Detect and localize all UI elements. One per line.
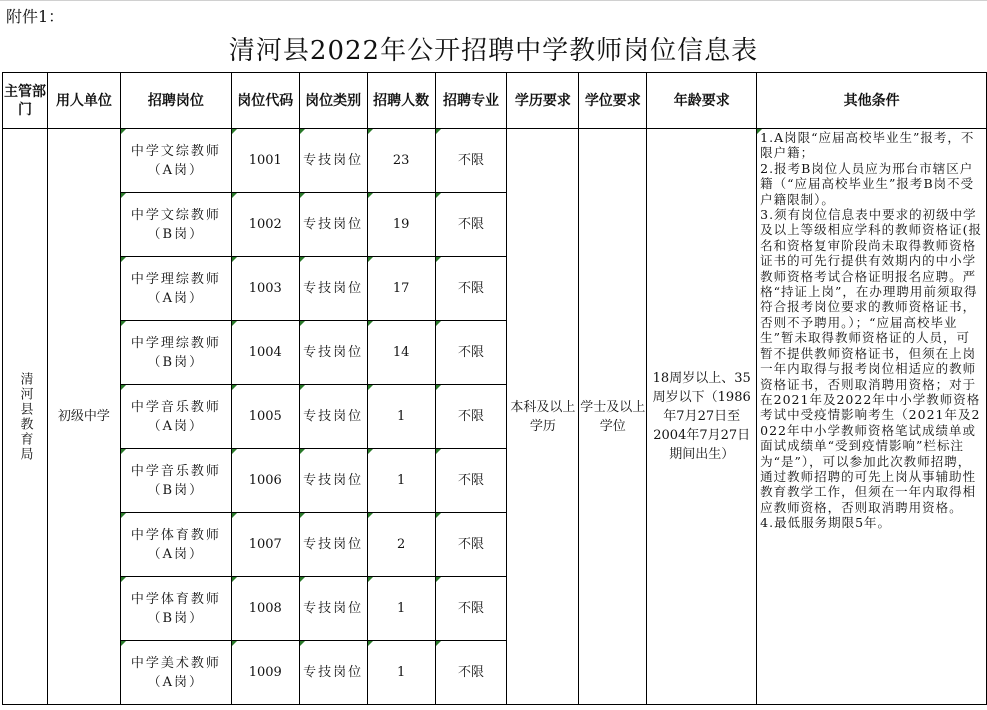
degree-cell[interactable]: 学士及以上学位: [579, 129, 647, 705]
dept-cell[interactable]: [3, 129, 48, 705]
category-cell[interactable]: 专技岗位: [299, 193, 367, 257]
header-major[interactable]: 招聘专业: [435, 73, 507, 129]
code-cell[interactable]: 1002: [231, 193, 299, 257]
position-grade: （A岗）: [147, 290, 205, 306]
count-cell[interactable]: 1: [367, 449, 435, 513]
position-cell[interactable]: [120, 257, 231, 321]
count-cell[interactable]: 1: [367, 385, 435, 449]
count-cell[interactable]: 19: [367, 193, 435, 257]
header-code[interactable]: 岗位代码: [231, 73, 299, 129]
position-name: 中学音乐教师: [130, 463, 221, 479]
header-count[interactable]: 招聘人数: [367, 73, 435, 129]
header-position[interactable]: 招聘岗位: [120, 73, 231, 129]
code-cell[interactable]: 1001: [231, 129, 299, 193]
major-cell[interactable]: 不限: [435, 385, 507, 449]
position-grade: （B岗）: [147, 354, 205, 370]
position-cell[interactable]: [120, 449, 231, 513]
category-cell[interactable]: 专技岗位: [299, 513, 367, 577]
count-cell[interactable]: 1: [367, 641, 435, 705]
unit-cell[interactable]: 初级中学: [47, 129, 120, 705]
position-grade: （B岗）: [147, 226, 205, 242]
position-name: 中学文综教师: [130, 207, 221, 223]
position-name: 中学理综教师: [130, 335, 221, 351]
age-cell[interactable]: 18周岁以上、35周岁以下（1986年7月27日至2004年7月27日期间出生）: [647, 129, 757, 705]
category-cell[interactable]: 专技岗位: [299, 641, 367, 705]
category-cell[interactable]: 专技岗位: [299, 577, 367, 641]
major-cell[interactable]: 不限: [435, 257, 507, 321]
category-cell[interactable]: 专技岗位: [299, 385, 367, 449]
position-name: 中学文综教师: [130, 143, 221, 159]
header-row: [3, 73, 987, 129]
position-grade: （B岗）: [147, 482, 205, 498]
count-cell[interactable]: 1: [367, 577, 435, 641]
page-title: 清河县2022年公开招聘中学教师岗位信息表: [228, 36, 759, 66]
attachment-label: 附件1：: [6, 7, 65, 26]
position-cell[interactable]: [120, 641, 231, 705]
position-name: 中学体育教师: [130, 591, 221, 607]
count-cell[interactable]: 23: [367, 129, 435, 193]
position-cell[interactable]: [120, 513, 231, 577]
code-cell[interactable]: 1006: [231, 449, 299, 513]
count-cell[interactable]: 14: [367, 321, 435, 385]
category-cell[interactable]: 专技岗位: [299, 257, 367, 321]
other-conditions-cell[interactable]: 1.A岗限“应届高校毕业生”报考，不限户籍； 2.报考B岗位人员应为邢台市辖区户籍（“应届高校毕业生”报考B岗不受户籍限制）。 3.须有岗位信息表中要求的初级中学及以上等级相应学科的教师资格证(报名和资格复审阶段尚未取得教师资格证书的可先行提供有效期内的中小学教师资格考试合格证明报名应聘。严格“持证上岗”，在办理聘用前须取得符合报考岗位要求的教师资格证书，否则不予聘用。）；“应届高校毕业生”暂未取得教师资格证的人员，可暂不提供教师资格证书，但须在上岗一年内取得与报考岗位相适应的教师资格证书，否则取消聘用资格；对于在2021年及2022年中小学教师资格考试中受疫情影响考生（2021年及2022年中小学教师资格笔试成绩单或面试成绩单“受到疫情影响”栏标注为“是”），可以参加此次教师招聘，通过教师招聘的可先上岗从事辅助性教育教学工作，但须在一年内取得相应教师资格，否则取消聘用资格。 4.最低服务期限5年。: [757, 129, 987, 705]
category-cell[interactable]: 专技岗位: [299, 321, 367, 385]
position-cell[interactable]: [120, 385, 231, 449]
header-degree[interactable]: 学位要求: [579, 73, 647, 129]
code-cell[interactable]: 1009: [231, 641, 299, 705]
position-name: 中学美术教师: [130, 655, 221, 671]
major-cell[interactable]: 不限: [435, 129, 507, 193]
count-cell[interactable]: 2: [367, 513, 435, 577]
positions-table: [2, 72, 987, 705]
position-name: 中学体育教师: [130, 527, 221, 543]
position-grade: （A岗）: [147, 546, 205, 562]
position-cell[interactable]: [120, 321, 231, 385]
major-cell[interactable]: 不限: [435, 449, 507, 513]
dept-text: 清河县教育局: [17, 371, 33, 462]
header-category[interactable]: 岗位类别: [299, 73, 367, 129]
code-cell[interactable]: 1007: [231, 513, 299, 577]
position-name: 中学理综教师: [130, 271, 221, 287]
table-row: [3, 129, 987, 193]
major-cell[interactable]: 不限: [435, 193, 507, 257]
position-cell[interactable]: [120, 129, 231, 193]
header-unit[interactable]: 用人单位: [47, 73, 120, 129]
major-cell[interactable]: 不限: [435, 321, 507, 385]
position-cell[interactable]: [120, 193, 231, 257]
position-grade: （A岗）: [147, 162, 205, 178]
position-name: 中学音乐教师: [130, 399, 221, 415]
education-cell[interactable]: 本科及以上学历: [507, 129, 579, 705]
position-grade: （B岗）: [147, 610, 205, 626]
category-cell[interactable]: 专技岗位: [299, 449, 367, 513]
sheet-top-border: [0, 0, 987, 1]
position-cell[interactable]: [120, 577, 231, 641]
major-cell[interactable]: 不限: [435, 641, 507, 705]
code-cell[interactable]: 1008: [231, 577, 299, 641]
major-cell[interactable]: 不限: [435, 577, 507, 641]
header-education[interactable]: 学历要求: [507, 73, 579, 129]
header-dept[interactable]: 主管部门: [3, 73, 48, 129]
code-cell[interactable]: 1005: [231, 385, 299, 449]
position-grade: （A岗）: [147, 674, 205, 690]
code-cell[interactable]: 1003: [231, 257, 299, 321]
header-other[interactable]: 其他条件: [757, 73, 987, 129]
position-grade: （A岗）: [147, 418, 205, 434]
category-cell[interactable]: 专技岗位: [299, 129, 367, 193]
header-age[interactable]: 年龄要求: [647, 73, 757, 129]
code-cell[interactable]: 1004: [231, 321, 299, 385]
major-cell[interactable]: 不限: [435, 513, 507, 577]
count-cell[interactable]: 17: [367, 257, 435, 321]
